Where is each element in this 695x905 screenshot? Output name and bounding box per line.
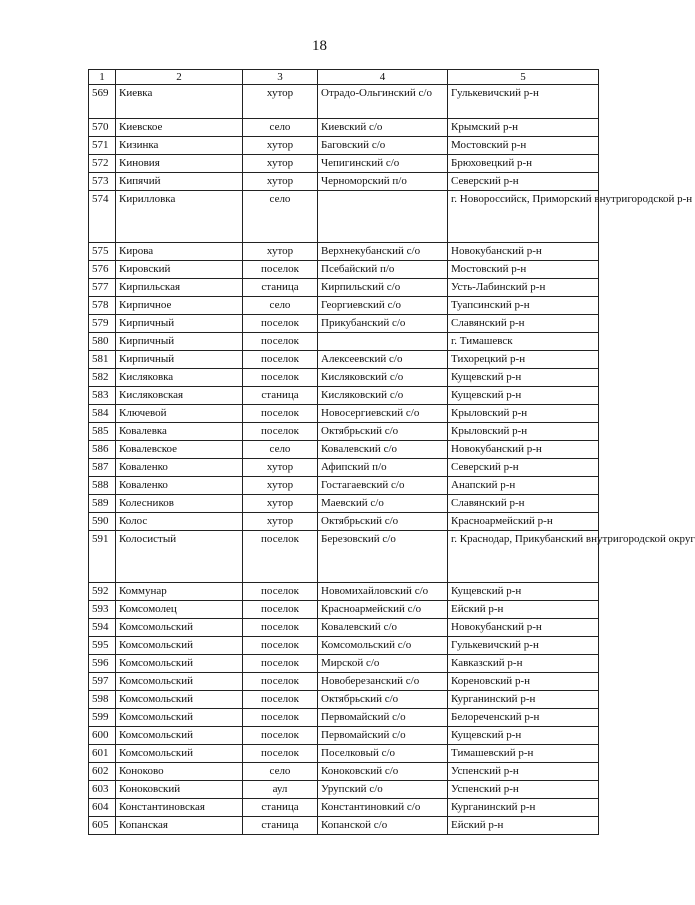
settlement-type-cell: поселок	[243, 333, 318, 351]
council-cell: Октябрьский с/о	[318, 691, 448, 709]
district-cell: Успенский р-н	[448, 781, 599, 799]
table-row	[89, 601, 599, 619]
settlement-name-cell: Комсомолец	[116, 601, 243, 619]
council-cell: Комсомольский с/о	[318, 637, 448, 655]
district-cell: Туапсинский р-н	[448, 297, 599, 315]
settlement-name-cell: Кирпильская	[116, 279, 243, 297]
district-cell: Кавказский р-н	[448, 655, 599, 673]
table-row	[89, 477, 599, 495]
row-number-cell: 602	[89, 763, 116, 781]
settlement-type-cell: поселок	[243, 423, 318, 441]
settlement-type-cell: поселок	[243, 745, 318, 763]
council-cell: Афипский п/о	[318, 459, 448, 477]
settlement-type-cell: хутор	[243, 495, 318, 513]
table-row	[89, 333, 599, 351]
row-number-cell: 595	[89, 637, 116, 655]
table-row	[89, 351, 599, 369]
row-number-cell: 578	[89, 297, 116, 315]
settlement-name-cell: Комсомольский	[116, 673, 243, 691]
column-header-name: 2	[116, 70, 243, 85]
settlement-type-cell: поселок	[243, 531, 318, 583]
settlement-name-cell: Колосистый	[116, 531, 243, 583]
table-row	[89, 459, 599, 477]
page-number: 18	[312, 38, 327, 54]
district-cell: Анапский р-н	[448, 477, 599, 495]
settlement-name-cell: Кирпичный	[116, 333, 243, 351]
row-number-cell: 584	[89, 405, 116, 423]
district-cell: Славянский р-н	[448, 315, 599, 333]
district-cell: Кущевский р-н	[448, 727, 599, 745]
table-row	[89, 513, 599, 531]
district-cell: Курганинский р-н	[448, 691, 599, 709]
settlement-name-cell: Ключевой	[116, 405, 243, 423]
table-row	[89, 369, 599, 387]
table-row	[89, 191, 599, 243]
council-cell: Копанской с/о	[318, 817, 448, 835]
table-row	[89, 495, 599, 513]
district-cell: Северский р-н	[448, 459, 599, 477]
council-cell: Новосергиевский с/о	[318, 405, 448, 423]
council-cell	[318, 191, 448, 243]
row-number-cell: 596	[89, 655, 116, 673]
table-row	[89, 619, 599, 637]
row-number-cell: 587	[89, 459, 116, 477]
settlement-name-cell: Коноковский	[116, 781, 243, 799]
settlement-name-cell: Комсомольский	[116, 655, 243, 673]
settlement-type-cell: поселок	[243, 691, 318, 709]
council-cell: Прикубанский с/о	[318, 315, 448, 333]
table-row	[89, 119, 599, 137]
column-header-district: 5	[448, 70, 599, 85]
settlement-name-cell: Комсомольский	[116, 619, 243, 637]
council-cell: Урупский с/о	[318, 781, 448, 799]
table-header-row	[89, 70, 599, 85]
settlement-type-cell: поселок	[243, 261, 318, 279]
district-cell: Кореновский р-н	[448, 673, 599, 691]
council-cell: Константиновкий с/о	[318, 799, 448, 817]
council-cell: Георгиевский с/о	[318, 297, 448, 315]
settlement-type-cell: хутор	[243, 513, 318, 531]
council-cell: Новомихайловский с/о	[318, 583, 448, 601]
table-row	[89, 85, 599, 119]
row-number-cell: 598	[89, 691, 116, 709]
row-number-cell: 580	[89, 333, 116, 351]
district-cell: Новокубанский р-н	[448, 619, 599, 637]
table-row	[89, 655, 599, 673]
council-cell: Черноморский п/о	[318, 173, 448, 191]
district-cell: Брюховецкий р-н	[448, 155, 599, 173]
district-cell: Мостовский р-н	[448, 261, 599, 279]
council-cell: Кисляковский с/о	[318, 369, 448, 387]
council-cell: Кирпильский с/о	[318, 279, 448, 297]
row-number-cell: 570	[89, 119, 116, 137]
settlement-type-cell: хутор	[243, 459, 318, 477]
settlement-name-cell: Комсомольский	[116, 709, 243, 727]
district-cell: Новокубанский р-н	[448, 243, 599, 261]
council-cell: Красноармейский с/о	[318, 601, 448, 619]
settlement-name-cell: Кировский	[116, 261, 243, 279]
settlement-name-cell: Ковалевка	[116, 423, 243, 441]
row-number-cell: 579	[89, 315, 116, 333]
table-row	[89, 637, 599, 655]
row-number-cell: 601	[89, 745, 116, 763]
settlement-name-cell: Комсомольский	[116, 745, 243, 763]
settlement-name-cell: Комсомольский	[116, 691, 243, 709]
table-row	[89, 155, 599, 173]
row-number-cell: 585	[89, 423, 116, 441]
table-row	[89, 297, 599, 315]
settlement-type-cell: село	[243, 297, 318, 315]
council-cell: Мирской с/о	[318, 655, 448, 673]
table-row	[89, 441, 599, 459]
district-cell: Новокубанский р-н	[448, 441, 599, 459]
settlement-name-cell: Ковалевское	[116, 441, 243, 459]
settlement-name-cell: Кирилловка	[116, 191, 243, 243]
settlement-name-cell: Кисляковская	[116, 387, 243, 405]
district-cell: г. Тимашевск	[448, 333, 599, 351]
district-cell: Крымский р-н	[448, 119, 599, 137]
row-number-cell: 574	[89, 191, 116, 243]
row-number-cell: 594	[89, 619, 116, 637]
table-row	[89, 745, 599, 763]
table-row	[89, 173, 599, 191]
settlement-type-cell: поселок	[243, 655, 318, 673]
district-cell: Курганинский р-н	[448, 799, 599, 817]
table-row	[89, 423, 599, 441]
settlement-type-cell: хутор	[243, 155, 318, 173]
council-cell: Октябрьский с/о	[318, 423, 448, 441]
settlement-name-cell: Кизинка	[116, 137, 243, 155]
district-cell: Тихорецкий р-н	[448, 351, 599, 369]
council-cell: Баговский с/о	[318, 137, 448, 155]
district-cell: Ейский р-н	[448, 601, 599, 619]
row-number-cell: 591	[89, 531, 116, 583]
settlement-type-cell: станица	[243, 817, 318, 835]
settlement-type-cell: поселок	[243, 405, 318, 423]
table-row	[89, 315, 599, 333]
row-number-cell: 586	[89, 441, 116, 459]
district-cell: Белореченский р-н	[448, 709, 599, 727]
settlement-name-cell: Колесников	[116, 495, 243, 513]
settlement-type-cell: хутор	[243, 477, 318, 495]
settlement-name-cell: Киевка	[116, 85, 243, 119]
settlement-type-cell: хутор	[243, 173, 318, 191]
settlement-name-cell: Комсомольский	[116, 637, 243, 655]
column-header-number: 1	[89, 70, 116, 85]
settlement-type-cell: поселок	[243, 369, 318, 387]
settlement-name-cell: Кирпичный	[116, 351, 243, 369]
council-cell: Новоберезанский с/о	[318, 673, 448, 691]
council-cell: Чепигинский с/о	[318, 155, 448, 173]
settlement-type-cell: поселок	[243, 619, 318, 637]
settlement-type-cell: село	[243, 119, 318, 137]
column-header-council: 4	[318, 70, 448, 85]
district-cell: Крыловский р-н	[448, 405, 599, 423]
district-cell: Усть-Лабинский р-н	[448, 279, 599, 297]
settlement-name-cell: Кирпичный	[116, 315, 243, 333]
council-cell: Первомайский с/о	[318, 709, 448, 727]
district-cell: Красноармейский р-н	[448, 513, 599, 531]
settlement-type-cell: аул	[243, 781, 318, 799]
council-cell: Кисляковский с/о	[318, 387, 448, 405]
settlement-type-cell: поселок	[243, 637, 318, 655]
council-cell: Березовский с/о	[318, 531, 448, 583]
council-cell: Отрадо-Ольгинский с/о	[318, 85, 448, 119]
settlement-type-cell: станица	[243, 279, 318, 297]
district-cell: Славянский р-н	[448, 495, 599, 513]
district-cell: Кущевский р-н	[448, 369, 599, 387]
district-cell: Крыловский р-н	[448, 423, 599, 441]
district-cell: Гулькевичский р-н	[448, 85, 599, 119]
table-row	[89, 691, 599, 709]
district-cell: Мостовский р-н	[448, 137, 599, 155]
district-cell: г. Краснодар, Прикубанский внутригородской округ	[448, 531, 599, 583]
table-row	[89, 531, 599, 583]
row-number-cell: 569	[89, 85, 116, 119]
council-cell: Гостагаевский с/о	[318, 477, 448, 495]
table-row	[89, 137, 599, 155]
council-cell: Верхнекубанский с/о	[318, 243, 448, 261]
row-number-cell: 571	[89, 137, 116, 155]
settlements-table	[88, 69, 695, 835]
row-number-cell: 573	[89, 173, 116, 191]
settlement-type-cell: станица	[243, 799, 318, 817]
table-row	[89, 727, 599, 745]
council-cell: Коноковский с/о	[318, 763, 448, 781]
row-number-cell: 592	[89, 583, 116, 601]
settlement-type-cell: хутор	[243, 243, 318, 261]
council-cell: Псебайский п/о	[318, 261, 448, 279]
table-row	[89, 817, 599, 835]
settlement-type-cell: поселок	[243, 709, 318, 727]
district-cell: Успенский р-н	[448, 763, 599, 781]
district-cell: г. Новороссийск, Приморский внутригородской р-н	[448, 191, 599, 243]
row-number-cell: 572	[89, 155, 116, 173]
row-number-cell: 600	[89, 727, 116, 745]
table-body	[89, 85, 695, 835]
district-cell: Кущевский р-н	[448, 387, 599, 405]
settlement-type-cell: хутор	[243, 85, 318, 119]
table-row	[89, 583, 599, 601]
row-number-cell: 597	[89, 673, 116, 691]
table-row	[89, 709, 599, 727]
row-number-cell: 599	[89, 709, 116, 727]
settlement-type-cell: село	[243, 441, 318, 459]
settlement-name-cell: Коммунар	[116, 583, 243, 601]
settlement-name-cell: Кисляковка	[116, 369, 243, 387]
row-number-cell: 588	[89, 477, 116, 495]
row-number-cell: 581	[89, 351, 116, 369]
row-number-cell: 576	[89, 261, 116, 279]
settlement-name-cell: Коваленко	[116, 477, 243, 495]
council-cell: Киевский с/о	[318, 119, 448, 137]
settlement-type-cell: село	[243, 191, 318, 243]
row-number-cell: 603	[89, 781, 116, 799]
council-cell: Первомайский с/о	[318, 727, 448, 745]
settlement-name-cell: Копанская	[116, 817, 243, 835]
table-row	[89, 781, 599, 799]
district-cell: Кущевский р-н	[448, 583, 599, 601]
table-row	[89, 405, 599, 423]
table-row	[89, 799, 599, 817]
settlement-name-cell: Коноково	[116, 763, 243, 781]
settlement-name-cell: Киевское	[116, 119, 243, 137]
table-row	[89, 243, 599, 261]
settlement-name-cell: Коваленко	[116, 459, 243, 477]
settlement-name-cell: Кирова	[116, 243, 243, 261]
district-cell: Ейский р-н	[448, 817, 599, 835]
row-number-cell: 575	[89, 243, 116, 261]
settlement-type-cell: поселок	[243, 601, 318, 619]
settlement-name-cell: Киновия	[116, 155, 243, 173]
settlement-name-cell: Кипячий	[116, 173, 243, 191]
row-number-cell: 589	[89, 495, 116, 513]
row-number-cell: 590	[89, 513, 116, 531]
settlement-type-cell: поселок	[243, 673, 318, 691]
table-row	[89, 387, 599, 405]
settlement-name-cell: Кирпичное	[116, 297, 243, 315]
settlement-type-cell: поселок	[243, 351, 318, 369]
council-cell: Поселковый с/о	[318, 745, 448, 763]
settlement-name-cell: Колос	[116, 513, 243, 531]
row-number-cell: 593	[89, 601, 116, 619]
table-row	[89, 763, 599, 781]
council-cell: Маевский с/о	[318, 495, 448, 513]
council-cell: Ковалевский с/о	[318, 441, 448, 459]
table-row	[89, 673, 599, 691]
settlement-type-cell: хутор	[243, 137, 318, 155]
district-cell: Северский р-н	[448, 173, 599, 191]
settlement-type-cell: станица	[243, 387, 318, 405]
row-number-cell: 605	[89, 817, 116, 835]
settlement-type-cell: поселок	[243, 727, 318, 745]
row-number-cell: 604	[89, 799, 116, 817]
district-cell: Гулькевичский р-н	[448, 637, 599, 655]
settlement-name-cell: Константиновская	[116, 799, 243, 817]
table-row	[89, 279, 599, 297]
council-cell	[318, 333, 448, 351]
council-cell: Алексеевский с/о	[318, 351, 448, 369]
row-number-cell: 583	[89, 387, 116, 405]
settlement-type-cell: поселок	[243, 583, 318, 601]
row-number-cell: 577	[89, 279, 116, 297]
column-header-type: 3	[243, 70, 318, 85]
council-cell: Октябрьский с/о	[318, 513, 448, 531]
settlement-type-cell: село	[243, 763, 318, 781]
settlement-name-cell: Комсомольский	[116, 727, 243, 745]
settlement-type-cell: поселок	[243, 315, 318, 333]
table-row	[89, 261, 599, 279]
district-cell: Тимашевский р-н	[448, 745, 599, 763]
council-cell: Ковалевский с/о	[318, 619, 448, 637]
row-number-cell: 582	[89, 369, 116, 387]
